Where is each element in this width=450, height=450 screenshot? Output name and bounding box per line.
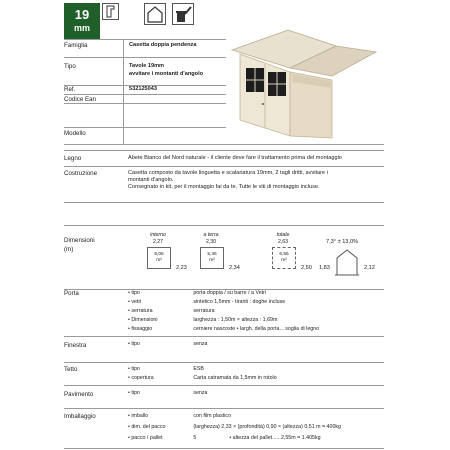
tetto-value-copertura: Carta catramata da 1,5mm in rotolo: [193, 375, 277, 381]
imballaggio-row-pacco-pallet: • pacco / pallet 5 • altezza del pallet..... 2,55m = 1.405kg: [128, 435, 321, 441]
totale-depth: 2,50: [301, 265, 312, 271]
imballaggio-value-dim-pacco: (larghezza) 2,33 × (profondità) 0,90 × (altezza) 0,51 m = 400kg: [193, 424, 341, 430]
porta-row-dimensioni: • Dimensioni larghezza : 1,50m × altezza : 1,69m: [128, 317, 278, 323]
interno-area: 5,06: [154, 252, 164, 257]
shed-shape-icon: [144, 3, 166, 25]
porta-value-vetri: sintetico 1,5mm - tiranti : doghe incluse: [193, 299, 286, 305]
totale-plan: [272, 247, 296, 269]
a-terra-plan: [200, 247, 224, 269]
porta-key-dimensioni: Dimensioni: [131, 317, 158, 323]
legno-value: Abete Bianco del Nord naturale - il cliente deve fare il trattamento prima del montaggio: [128, 155, 342, 161]
a-terra-area-unit: m²: [209, 257, 215, 263]
porta-key-vetri: vetri: [131, 299, 142, 305]
famiglia-value: Casetta doppia pendenza: [129, 42, 197, 48]
porta-label: Porta: [64, 290, 79, 297]
totale-area-unit: m²: [281, 257, 287, 263]
interno-area-unit: m²: [156, 257, 162, 263]
porta-row-tipo: • tipo porta doppia / su barre / a Vetri: [128, 290, 267, 296]
porta-value-dimensioni: larghezza : 1,50m × altezza : 1,69m: [193, 317, 278, 323]
tetto-label: Tetto: [64, 366, 78, 373]
porta-key-fissaggio: fissaggio: [131, 326, 153, 332]
pendenza-height-right: 2,12: [364, 265, 375, 271]
porta-key-tipo: tipo: [131, 290, 140, 296]
imballaggio-key-pacco-pallet: pacco / pallet: [131, 435, 163, 441]
tipo-value-line1: Tavole 19mm: [129, 63, 165, 69]
a-terra-caption: a terra: [203, 232, 219, 238]
imballaggio-extra-pallet: • altezza del pallet..... 2,55m = 1.405kg: [229, 435, 321, 441]
imballaggio-key-imballo: imballo: [131, 413, 149, 419]
thickness-number: 19: [74, 7, 90, 22]
dimensioni-label: Dimensioni: [64, 237, 95, 244]
pavimento-key-tipo: tipo: [131, 390, 140, 396]
finestra-key-tipo: tipo: [131, 341, 140, 347]
porta-row-vetri: • vetri sintetico 1,5mm - tiranti : doghe incluse: [128, 299, 286, 305]
famiglia-label: Famiglia: [64, 42, 88, 49]
tetto-key-tipo: tipo: [131, 366, 140, 372]
costruzione-label: Costruzione: [64, 170, 98, 177]
finestra-row-tipo: • tipo senza: [128, 341, 208, 347]
a-terra-area: 5,36: [207, 252, 217, 257]
imballaggio-value-pacco-pallet: 5: [193, 435, 197, 441]
totale-area: 6,56: [279, 252, 289, 257]
pendenza-height-left: 1,83: [319, 265, 330, 271]
legno-label: Legno: [64, 155, 82, 162]
tipo-value-line2: avvitare i montanti d'angolo: [129, 71, 204, 77]
imballaggio-row-imballo: • imballo con film plastico: [128, 413, 232, 419]
costruzione-line3: Consegnato in kit, per il montaggio fai da te. Tutte le viti di montaggio incluse.: [128, 184, 320, 190]
interno-width: 2,27: [152, 239, 164, 245]
pendenza-angles: 7,3° ± 13,0%: [326, 239, 359, 245]
ref-value: 532125043: [129, 86, 157, 92]
shed-illustration: [228, 24, 380, 139]
imballaggio-value-imballo: con film plastico: [193, 413, 232, 419]
imballaggio-row-dim-pacco: • dim. del pacco (larghezza) 2,33 × (profondità) 0,90 × (altezza) 0,51 m = 400kg: [128, 424, 341, 430]
costruzione-line1: Casetta composto da tavole linguetta e scalanatura 19mm, 2 tagli dritti, avvitare i: [128, 170, 328, 176]
pavimento-label: Pavimento: [64, 391, 94, 398]
porta-value-tipo: porta doppia / su barre / a Vetri: [193, 290, 267, 296]
totale-caption: totale: [276, 232, 290, 238]
paint-treatment-icon: [172, 3, 194, 25]
a-terra-depth: 2,34: [229, 265, 240, 271]
modello-label: Modello: [64, 130, 86, 137]
pavimento-row-tipo: • tipo senza: [128, 390, 208, 396]
imballaggio-key-dim-pacco: dim. del pacco: [131, 424, 166, 430]
ref-label: Ref.: [64, 86, 76, 93]
dimensioni-unit: (m): [64, 246, 74, 253]
tetto-key-copertura: copertura: [131, 375, 154, 381]
interno-plan: [147, 247, 171, 269]
interno-caption: interno: [150, 232, 166, 238]
pavimento-value-tipo: senza: [193, 390, 208, 396]
board-profile-icon: [102, 3, 119, 20]
ean-label: Codice Ean: [64, 96, 96, 103]
imballaggio-label: Imballaggio: [64, 413, 96, 420]
thickness-badge: [64, 3, 100, 39]
finestra-value-tipo: senza: [193, 341, 208, 347]
tetto-row-copertura: • copertura Carta catramata da 1,5mm in rotolo: [128, 375, 277, 381]
totale-width: 2,63: [277, 239, 289, 245]
shed-section-icon: [333, 247, 361, 277]
porta-value-fissaggio: cerniere nascoste • largh. della porta... soglia di legno: [193, 326, 320, 332]
thickness-unit: mm: [73, 23, 90, 33]
costruzione-line2: montanti d'angolo.: [128, 177, 174, 183]
finestra-label: Finestra: [64, 342, 87, 349]
porta-value-serratura: serratura: [193, 308, 215, 314]
tipo-label: Tipo: [64, 63, 76, 70]
tetto-row-tipo: • tipo ESB: [128, 366, 204, 372]
porta-row-fissaggio: • fissaggio cerniere nascoste • largh. della porta... soglia di legno: [128, 326, 320, 332]
tetto-value-tipo: ESB: [193, 366, 204, 372]
porta-row-serratura: • serratura serratura: [128, 308, 215, 314]
porta-key-serratura: serratura: [131, 308, 153, 314]
a-terra-width: 2,30: [205, 239, 217, 245]
interno-depth: 2,23: [176, 265, 187, 271]
